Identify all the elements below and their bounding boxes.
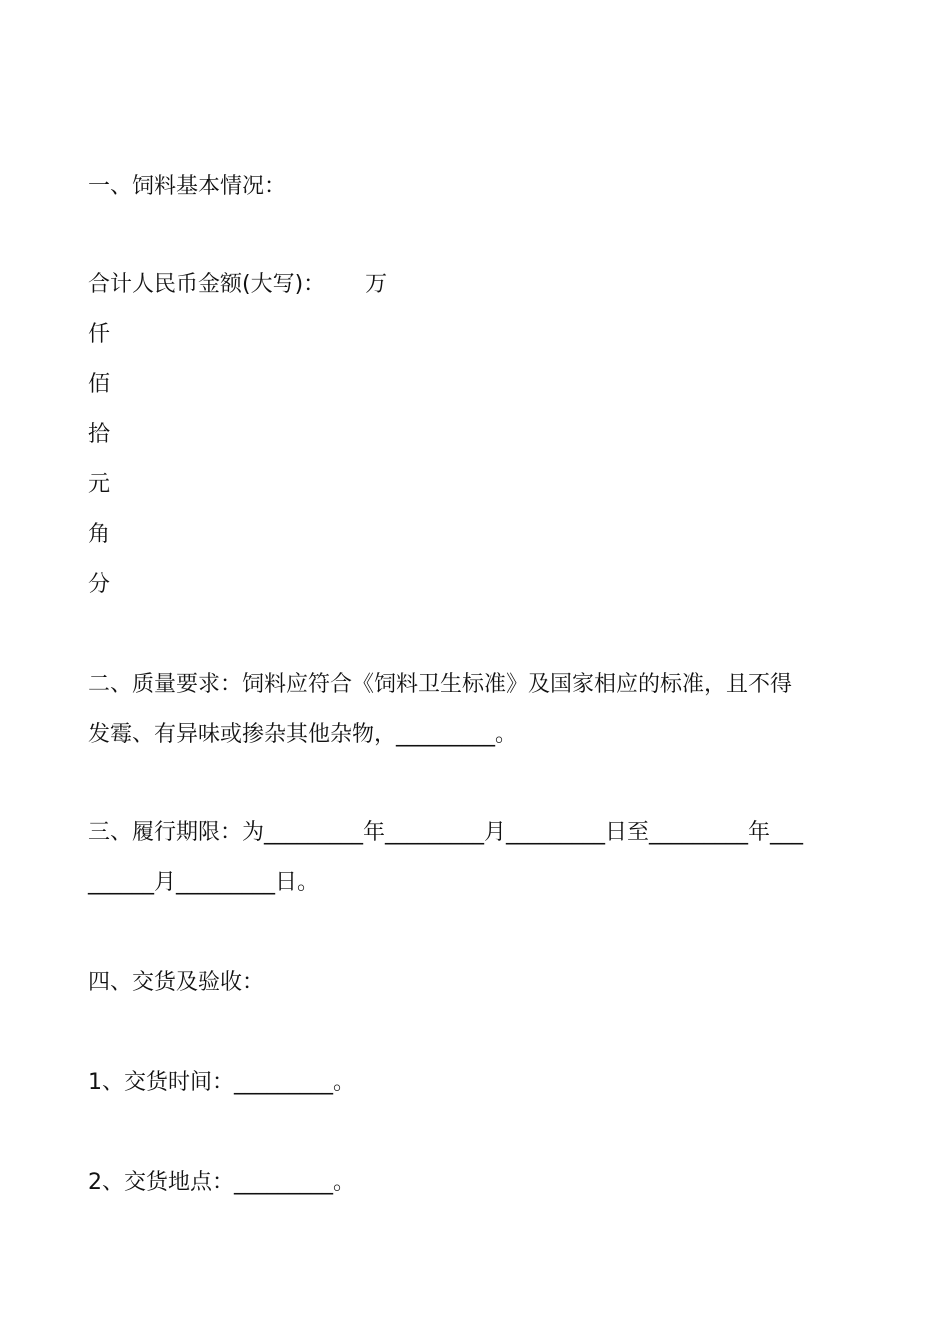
unit-shi: 拾 bbox=[88, 422, 111, 447]
section3-line1: 三、履行期限：为_________年_________月_________日至_________年___ bbox=[88, 820, 804, 845]
unit-jiao: 角 bbox=[88, 522, 111, 547]
section3-line2: ______月_________日。 bbox=[88, 870, 320, 895]
delivery-time: 1、交货时间：_________。 bbox=[88, 1070, 355, 1095]
amount-label: 合计人民币金额(大写)： bbox=[88, 272, 326, 297]
unit-fen: 分 bbox=[88, 572, 111, 597]
unit-bai: 佰 bbox=[88, 372, 111, 397]
section1-heading: 一、饲料基本情况： bbox=[88, 174, 287, 199]
section4-heading: 四、交货及验收： bbox=[88, 970, 265, 995]
delivery-place: 2、交货地点：_________。 bbox=[88, 1170, 355, 1195]
amount-row bbox=[88, 270, 387, 300]
unit-wan: 万 bbox=[365, 272, 388, 297]
unit-yuan: 元 bbox=[88, 472, 111, 497]
section2-line1: 二、质量要求：饲料应符合《饲料卫生标准》及国家相应的标准，且不得 bbox=[88, 672, 793, 697]
section2-line2: 发霉、有异味或掺杂其他杂物，_________。 bbox=[88, 722, 518, 747]
unit-qian: 仟 bbox=[88, 322, 111, 347]
